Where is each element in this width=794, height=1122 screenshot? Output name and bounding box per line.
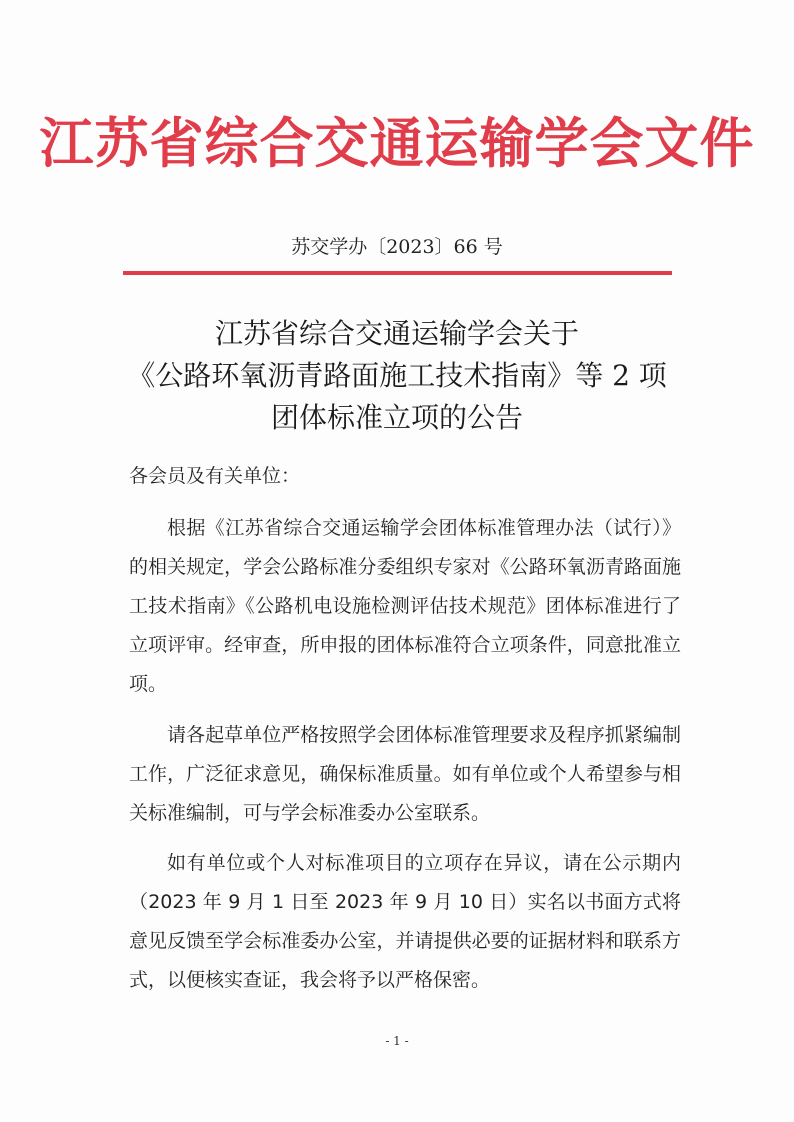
header-divider [123, 271, 672, 275]
salutation: 各会员及有关单位： [129, 465, 301, 487]
document-header-title: 江苏省综合交通运输学会文件 [39, 111, 755, 175]
body-paragraph-1: 根据《江苏省综合交通运输学会团体标准管理办法（试行）》的相关规定，学会公路标准分委组织专家对《公路环氧沥青路面施工技术指南》《公路机电设施检测评估技术规范》团体标准进行了立项评审。经审查，所申报的团体标准符合立项条件，同意批准立项。 [129, 517, 681, 695]
announcement-title [60, 313, 734, 439]
page-number: - 1 - [385, 1034, 409, 1048]
document-number: 苏交学办〔2023〕66 号 [291, 236, 503, 258]
body-paragraph-2: 请各起草单位严格按照学会团体标准管理要求及程序抓紧编制工作，广泛征求意见，确保标准质量。如有单位或个人希望参与相关标准编制，可与学会标准委办公室联系。 [129, 724, 681, 824]
announcement-title-line-2: 《公路环氧沥青路面施工技术指南》等 2 项 [127, 359, 667, 392]
announcement-title-line-1: 江苏省综合交通运输学会关于 [214, 317, 579, 350]
body-paragraph-3: 如有单位或个人对标准项目的立项存在异议，请在公示期内（2023 年 9 月 1 日至 2023 年 9 月 10 日）实名以书面方式将意见反馈至学会标准委办公室，并请提供必要的证据材料和联系方式，以便核实查证，我会将予以严格保密。 [129, 852, 681, 991]
announcement-title-line-3: 团体标准立项的公告 [270, 401, 523, 434]
